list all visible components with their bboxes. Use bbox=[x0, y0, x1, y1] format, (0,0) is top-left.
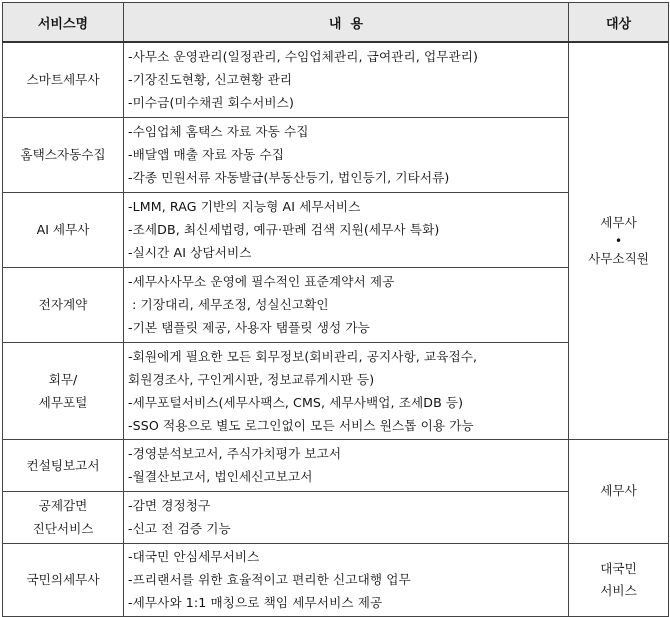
target-tax-accountant: 세무사 bbox=[569, 439, 669, 543]
content-line: -대국민 안심세무서비스 bbox=[128, 549, 260, 564]
content-line: -수임업체 홈택스 자료 자동 수집 bbox=[128, 124, 309, 139]
service-content bbox=[124, 117, 569, 192]
header-service: 서비스명 bbox=[3, 3, 124, 43]
content-line: -프리랜서를 위한 효율적이고 편리한 신고대행 업무 bbox=[128, 572, 411, 587]
table-row bbox=[3, 42, 669, 117]
content-line: : 기장대리, 세무조정, 성실신고확인 bbox=[128, 297, 329, 312]
content-line: -기본 탬플릿 제공, 사용자 탬플릿 생성 가능 bbox=[128, 320, 370, 335]
content-line: -월결산보고서, 법인세신고보고서 bbox=[128, 469, 313, 484]
header-target: 대상 bbox=[569, 3, 669, 43]
service-name-line: 공제감면 bbox=[38, 498, 88, 513]
content-line: -세무포털서비스(세무사팩스, CMS, 세무사백업, 조세DB 등) bbox=[128, 394, 464, 410]
service-table bbox=[2, 2, 669, 617]
service-name-line: 회무/ bbox=[48, 371, 78, 387]
service-name: 컨설팅보고서 bbox=[3, 439, 124, 491]
service-name: 국민의세무사 bbox=[3, 543, 124, 616]
service-name bbox=[3, 342, 124, 439]
table-row bbox=[3, 543, 669, 616]
header-content: 내 용 bbox=[124, 3, 569, 43]
bullet-dot-icon: • bbox=[614, 233, 623, 248]
target-label: 대국민 bbox=[600, 560, 637, 576]
content-line: -세무사사무소 운영에 필수적인 표준계약서 제공 bbox=[128, 274, 395, 289]
content-line: -경영분석보고서, 주식가치평가 보고서 bbox=[128, 446, 342, 461]
service-content bbox=[124, 543, 569, 616]
service-name: 스마트세무사 bbox=[3, 42, 124, 117]
content-line: -사무소 운영관리(일정관리, 수임업체관리, 급여관리, 업무관리) bbox=[128, 49, 479, 65]
service-name-line: 세무포털 bbox=[38, 394, 88, 410]
content-line: -실시간 AI 상담서비스 bbox=[128, 245, 252, 260]
target-label: 사무소직원 bbox=[588, 250, 649, 266]
service-content bbox=[124, 192, 569, 267]
content-line: -배달앱 매출 자료 자동 수집 bbox=[128, 147, 284, 162]
content-line: -SSO 적용으로 별도 로그인없이 모든 서비스 원스톱 이용 가능 bbox=[128, 417, 474, 433]
service-name bbox=[3, 491, 124, 543]
content-line: -세무사와 1:1 매칭으로 책임 세무서비스 제공 bbox=[128, 595, 383, 610]
content-line: -조세DB, 최신세법령, 예규·판례 검색 지원(세무사 특화) bbox=[128, 222, 440, 237]
table-row bbox=[3, 439, 669, 491]
target-label: 세무사 bbox=[600, 214, 637, 230]
service-name-line: 진단서비스 bbox=[32, 521, 94, 536]
content-line: -각종 민원서류 자동발급(부동산등기, 법인등기, 기타서류) bbox=[128, 170, 450, 185]
content-line: 회원경조사, 구인게시판, 정보교류게시판 등) bbox=[128, 371, 375, 387]
header-row bbox=[3, 3, 669, 43]
service-content bbox=[124, 439, 569, 491]
service-content bbox=[124, 42, 569, 117]
service-content bbox=[124, 267, 569, 342]
content-line: -회원에게 필요한 모든 회무정보(회비관리, 공지사항, 교육접수, bbox=[128, 348, 478, 364]
content-line: -신고 전 검증 기능 bbox=[128, 521, 231, 536]
content-line: -미수금(미수채권 회수서비스) bbox=[128, 95, 294, 111]
service-name: 전자계약 bbox=[3, 267, 124, 342]
service-name: AI 세무사 bbox=[3, 192, 124, 267]
content-line: -감면 경정청구 bbox=[128, 498, 211, 513]
service-name: 홈택스자동수집 bbox=[3, 117, 124, 192]
content-line: -LMM, RAG 기반의 지능형 AI 세무서비스 bbox=[128, 199, 361, 214]
target-staff bbox=[569, 42, 669, 439]
service-content bbox=[124, 342, 569, 439]
target-label: 서비스 bbox=[600, 582, 637, 598]
content-line: -기장진도현황, 신고현황 관리 bbox=[128, 72, 293, 88]
target-public bbox=[569, 543, 669, 616]
service-content bbox=[124, 491, 569, 543]
